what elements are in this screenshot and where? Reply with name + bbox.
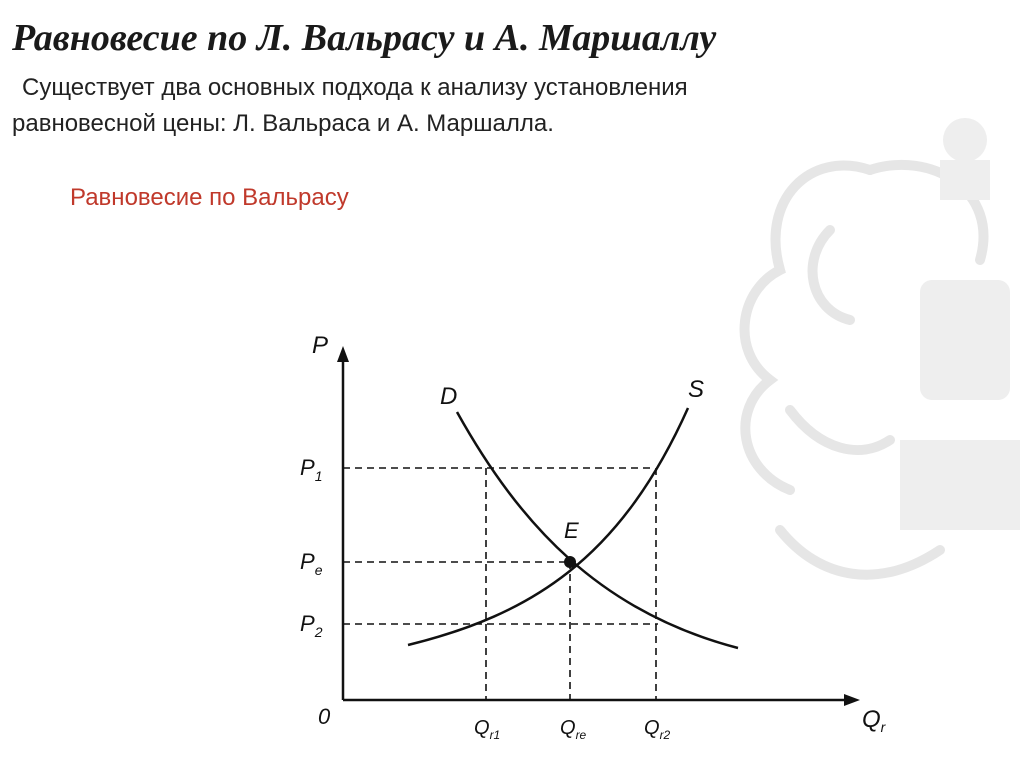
equilibrium-label: E [564,518,579,543]
quantity-label-qe: $Q_{re}$ [560,717,587,742]
supply-curve [408,408,688,645]
origin-label: 0 [318,704,331,729]
x-axis-arrow [844,694,860,706]
slide-title: Равновесие по Л. Вальрасу и А. Маршаллу [12,17,717,59]
demand-label: D [440,383,458,410]
price-label-p2: $P_2$ [300,611,323,640]
price-label-p1: $P_1$ [300,455,323,484]
intro-line-2: равновесной цены: Л. Вальраса и А. Маршалла. [12,110,554,137]
walras-subheading: Равновесие по Вальрасу [70,184,349,211]
y-axis-label: P [312,332,329,359]
price-label-pe: $P_e$ [300,549,323,578]
x-axis-label: $Q_r$ [862,706,886,735]
quantity-label-q2: $Q_{r2}$ [644,717,671,742]
equilibrium-point [564,556,576,568]
quantity-label-q1: $Q_{r1}$ [474,717,501,742]
supply-label: S [688,376,705,403]
intro-line-1: Существует два основных подхода к анализу установления [22,74,688,101]
y-axis-arrow [337,346,349,362]
demand-curve [457,412,738,648]
